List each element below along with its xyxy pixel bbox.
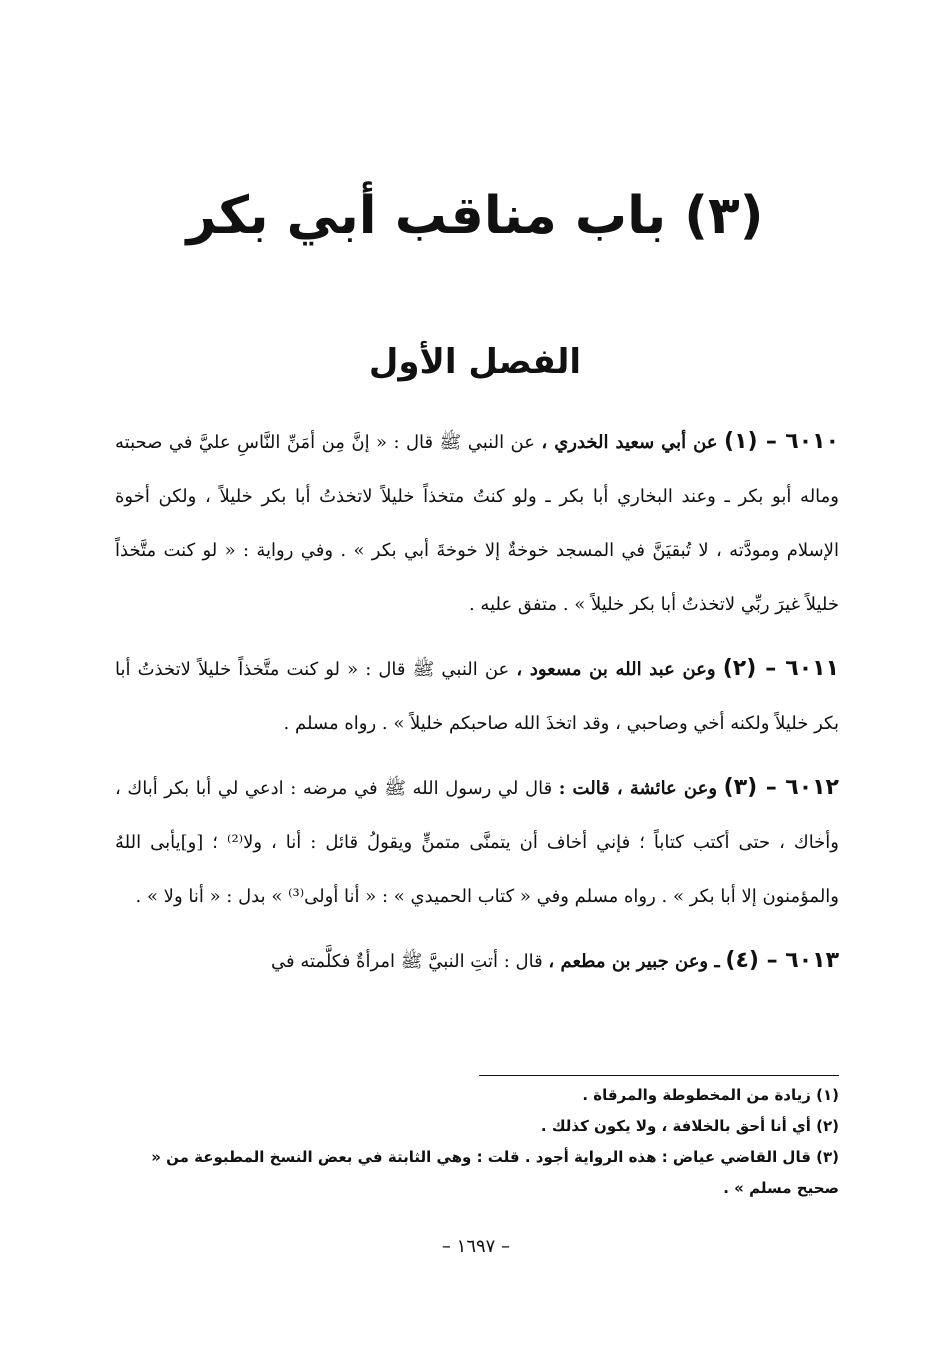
hadith-number: ٦٠١٠ – (١) — [724, 429, 840, 454]
hadith-narrator: وعن عائشة ، قالت : — [558, 778, 718, 799]
hadith-text: عن النبي ﷺ قال : « لو كنت متَّخذاً خليلاً لاتخذتُ أبا بكر خليلاً ولكنه أخي وصاحبي ، وقد اتخذَ الله صاحبكم خليلاً » . رواه مسلم . — [115, 659, 839, 734]
section-title: الفصل الأول — [368, 342, 582, 382]
hadith-number: ٦٠١٢ – (٣) — [723, 775, 839, 800]
hadith-body — [115, 415, 839, 989]
hadith-6011 — [115, 642, 839, 751]
footnote-divider — [479, 1075, 839, 1076]
hadith-narrator: عن أبي سعيد الخدري ، — [541, 432, 718, 453]
chapter-title: (٣) باب مناقب أبي بكر — [186, 186, 764, 246]
hadith-6010 — [115, 415, 839, 632]
hadith-number: ٦٠١١ – (٢) — [722, 656, 840, 681]
hadith-6013 — [115, 934, 839, 989]
footnotes — [115, 1080, 839, 1204]
page-number: – ١٦٩٧ – — [441, 1236, 511, 1257]
hadith-narrator: ـ وعن جبير بن مطعم ، — [548, 951, 720, 972]
hadith-6012 — [115, 761, 839, 924]
hadith-text: قال : أتتِ النبيَّ ﷺ امرأةٌ فكلَّمته في — [271, 951, 543, 972]
footnote-1: (١) زيادة من المخطوطة والمرقاة . — [582, 1086, 839, 1104]
hadith-text: عن النبي ﷺ قال : « إنَّ مِن أمَنِّ النَّاسِ عليَّ في صحبته وماله أبو بكر ـ وعند البخاري أبا بكر ـ ولو كنتُ متخذاً خليلاً لاتخذتُ أبا بكر خليلاً ، ولكن أخوة الإسلام ومودَّته ، لا تُبقيَنَّ في المسجد خوخةٌ إلا خوخةَ أبي بكر » . وفي رواية : « لو كنت متَّخذاً خليلاً غيرَ ربِّي لاتخذتُ أبا بكر خليلاً » . متفق عليه . — [115, 432, 839, 615]
hadith-number: ٦٠١٣ – (٤) — [725, 948, 839, 973]
hadith-narrator: وعن عبد الله بن مسعود ، — [516, 659, 716, 680]
footnote-3: (٣) قال القاضي عياض : هذه الرواية أجود . قلت : وهي الثابتة في بعض النسخ المطبوعة من « صحيح مسلم » . — [151, 1148, 839, 1197]
hadith-text: قال لي رسول الله ﷺ في مرضه : ادعي لي أبا بكر أباك ، وأخاك ، حتى أكتب كتاباً ؛ فإني أخاف أن يتمنَّى متمنٍّ ويقولُ قائل : أنا ، ولا⁽²⁾ ؛ [و]يأبى اللهُ والمؤمنون إلا أبا بكر » . رواه مسلم وفي « كتاب الحميدي » : « أنا أولى⁽³⁾ » بدل : « أنا ولا » . — [115, 778, 839, 907]
footnote-2: (٢) أي أنا أحق بالخلافة ، ولا يكون كذلك . — [540, 1117, 839, 1135]
